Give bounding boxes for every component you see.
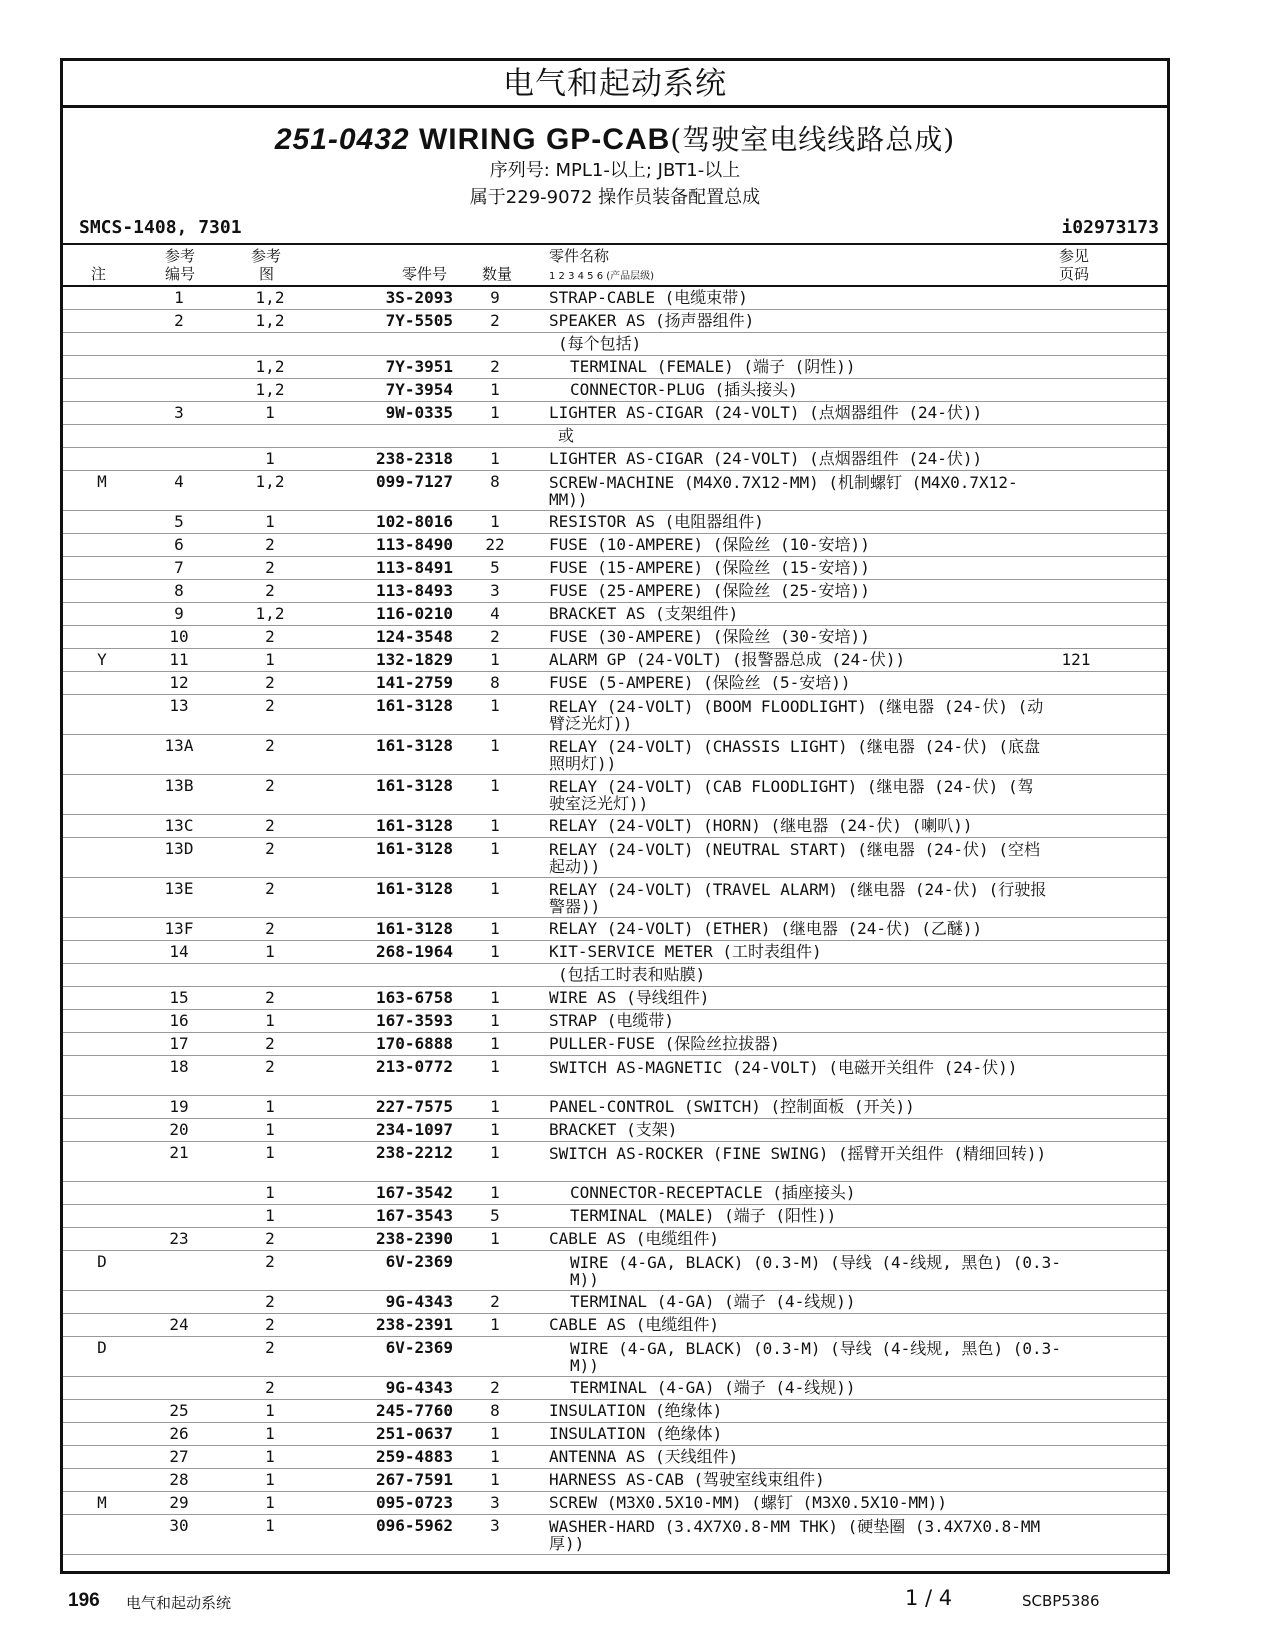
- row-quantity: 2: [490, 357, 500, 376]
- row-figure: 1: [265, 512, 275, 531]
- header-name: 零件名称: [549, 247, 610, 265]
- table-row: [63, 1291, 1167, 1314]
- row-part-number: 167-3543: [375, 1206, 453, 1225]
- row-figure: 2: [265, 1057, 275, 1076]
- row-part-number: 170-6888: [375, 1034, 453, 1053]
- row-ref-number: 13B: [164, 776, 194, 795]
- row-quantity: 2: [490, 1292, 500, 1311]
- row-quantity: 1: [490, 650, 500, 669]
- row-part-number: 141-2759: [375, 673, 453, 692]
- row-part-name: SCREW (M3X0.5X10-MM) (螺钉 (M3X0.5X10-MM)): [549, 1493, 948, 1512]
- row-part-name: WASHER-HARD (3.4X7X0.8-MM THK) (硬垫圈 (3.4X7X0.8-MM 厚)): [549, 1517, 1041, 1553]
- row-note: M: [97, 472, 107, 491]
- header-levels: 1 2 3 4 5 6 (产品层级): [549, 271, 655, 282]
- row-part-number: 132-1829: [375, 650, 453, 669]
- row-figure: 2: [265, 736, 275, 755]
- table-row: [63, 1205, 1167, 1228]
- table-row: [63, 987, 1167, 1010]
- row-part-name: (每个包括): [558, 334, 642, 353]
- row-part-number: 238-2318: [375, 449, 453, 468]
- table-row: [63, 333, 1167, 356]
- row-figure: 1,2: [255, 357, 285, 376]
- row-part-number: 161-3128: [375, 839, 453, 858]
- row-figure: 1,2: [255, 472, 285, 491]
- row-part-number: 163-6758: [375, 988, 453, 1007]
- row-figure: 2: [265, 1292, 275, 1311]
- row-figure: 1: [265, 1206, 275, 1225]
- table-row: [63, 1377, 1167, 1400]
- row-quantity: 5: [490, 1206, 500, 1225]
- row-ref-number: 13C: [164, 816, 194, 835]
- row-part-number: 167-3542: [375, 1183, 453, 1202]
- table-row: [63, 878, 1167, 918]
- table-row: [63, 1400, 1167, 1423]
- table-row: [63, 511, 1167, 534]
- table-row: [63, 735, 1167, 775]
- row-quantity: 3: [490, 581, 500, 600]
- row-ref-number: 24: [169, 1315, 189, 1334]
- row-quantity: 1: [490, 449, 500, 468]
- row-figure: 2: [265, 535, 275, 554]
- table-row: [63, 1515, 1167, 1555]
- row-part-name: LIGHTER AS-CIGAR (24-VOLT) (点烟器组件 (24-伏)): [549, 449, 983, 468]
- table-row: [63, 425, 1167, 448]
- row-part-name: RELAY (24-VOLT) (ETHER) (继电器 (24-伏) (乙醚)): [549, 919, 983, 938]
- row-part-number: 113-8490: [375, 535, 453, 554]
- row-figure: 2: [265, 627, 275, 646]
- row-part-name: SPEAKER AS (扬声器组件): [549, 311, 755, 330]
- row-part-name: ALARM GP (24-VOLT) (报警器总成 (24-伏)): [549, 650, 906, 669]
- header-ref-bottom: 编号: [165, 265, 196, 283]
- row-figure: 2: [265, 816, 275, 835]
- row-figure: 1: [265, 1143, 275, 1162]
- row-figure: 1: [265, 1493, 275, 1512]
- title-name-cn: (驾驶室电线线路总成): [670, 123, 956, 156]
- row-figure: 2: [265, 1229, 275, 1248]
- row-part-name: RELAY (24-VOLT) (TRAVEL ALARM) (继电器 (24-伏) (行驶报警器)): [549, 880, 1047, 916]
- row-part-name: WIRE AS (导线组件): [549, 988, 710, 1007]
- row-quantity: 1: [490, 816, 500, 835]
- row-part-number: 113-8491: [375, 558, 453, 577]
- row-part-number: 234-1097: [375, 1120, 453, 1139]
- row-part-name: PULLER-FUSE (保险丝拉拔器): [549, 1034, 780, 1053]
- row-figure: 2: [265, 1034, 275, 1053]
- table-row: [63, 287, 1167, 310]
- belongs-line: 属于229-9072 操作员装备配置总成: [469, 187, 761, 208]
- row-part-number: 213-0772: [375, 1057, 453, 1076]
- row-part-name: FUSE (30-AMPERE) (保险丝 (30-安培)): [549, 627, 870, 646]
- table-row: [63, 402, 1167, 425]
- row-figure: 1: [265, 1516, 275, 1535]
- row-part-number: 9G-4343: [385, 1378, 453, 1397]
- row-quantity: 1: [490, 1143, 500, 1162]
- footer-page-number: 196: [68, 1590, 100, 1611]
- row-quantity: 1: [490, 776, 500, 795]
- section-banner: 电气和起动系统: [63, 61, 1167, 108]
- table-row: [63, 775, 1167, 815]
- row-part-name: TERMINAL (4-GA) (端子 (4-线规)): [570, 1292, 856, 1311]
- row-part-name: TERMINAL (FEMALE) (端子 (阴性)): [570, 357, 856, 376]
- table-row: [63, 534, 1167, 557]
- row-part-number: 161-3128: [375, 879, 453, 898]
- title-name-en: WIRING GP-CAB: [418, 123, 671, 156]
- row-quantity: 1: [490, 403, 500, 422]
- row-part-number: 113-8493: [375, 581, 453, 600]
- row-part-name: PANEL-CONTROL (SWITCH) (控制面板 (开关)): [549, 1097, 915, 1116]
- row-quantity: 1: [490, 879, 500, 898]
- row-ref-number: 9: [174, 604, 184, 623]
- row-ref-number: 17: [169, 1034, 189, 1053]
- row-quantity: 1: [490, 1229, 500, 1248]
- row-quantity: 2: [490, 311, 500, 330]
- table-row: [63, 580, 1167, 603]
- parts-table: [63, 287, 1167, 1555]
- footer-section: 电气和起动系统: [126, 1594, 232, 1612]
- table-row: [63, 448, 1167, 471]
- row-figure: 2: [265, 1338, 275, 1357]
- row-figure: 2: [265, 1315, 275, 1334]
- row-figure: 2: [265, 1378, 275, 1397]
- row-part-name: SCREW-MACHINE (M4X0.7X12-MM) (机制螺钉 (M4X0.7X12-MM)): [549, 473, 1018, 509]
- row-part-number: 7Y-3951: [385, 357, 453, 376]
- row-figure: 1: [265, 1120, 275, 1139]
- row-quantity: 5: [490, 558, 500, 577]
- row-figure: 2: [265, 919, 275, 938]
- row-part-name: RELAY (24-VOLT) (NEUTRAL START) (继电器 (24-伏) (空档起动)): [549, 840, 1040, 876]
- row-quantity: 1: [490, 1034, 500, 1053]
- row-figure: 1: [265, 449, 275, 468]
- row-figure: 1: [265, 1447, 275, 1466]
- row-figure: 1: [265, 1470, 275, 1489]
- row-part-number: 6V-2369: [385, 1252, 453, 1271]
- table-row: [63, 918, 1167, 941]
- row-ref-number: 20: [169, 1120, 189, 1139]
- table-row: [63, 672, 1167, 695]
- table-row: [63, 1119, 1167, 1142]
- header-fig-top: 参考: [251, 247, 282, 265]
- row-figure: 1: [265, 1097, 275, 1116]
- row-part-name: STRAP-CABLE (电缆束带): [549, 288, 748, 307]
- footer-sheet: 1 / 4: [905, 1586, 953, 1610]
- row-ref-number: 23: [169, 1229, 189, 1248]
- table-row: [63, 1446, 1167, 1469]
- row-part-number: 7Y-5505: [385, 311, 453, 330]
- table-row: [63, 964, 1167, 987]
- row-figure: 1,2: [255, 380, 285, 399]
- row-ref-number: 13A: [164, 736, 194, 755]
- row-ref-number: 18: [169, 1057, 189, 1076]
- row-part-number: 102-8016: [375, 512, 453, 531]
- table-row: [63, 379, 1167, 402]
- table-header: [63, 245, 1167, 287]
- table-row: [63, 557, 1167, 580]
- row-ref-number: 27: [169, 1447, 189, 1466]
- row-part-number: 167-3593: [375, 1011, 453, 1030]
- row-figure: 1,2: [255, 288, 285, 307]
- table-row: [63, 1142, 1167, 1182]
- row-quantity: 8: [490, 1401, 500, 1420]
- row-part-name: BRACKET AS (支架组件): [549, 604, 739, 623]
- row-ref-number: 30: [169, 1516, 189, 1535]
- row-quantity: 22: [485, 535, 505, 554]
- row-part-name: KIT-SERVICE METER (工时表组件): [549, 942, 822, 961]
- row-ref-number: 4: [174, 472, 184, 491]
- row-ref-number: 28: [169, 1470, 189, 1489]
- row-ref-number: 7: [174, 558, 184, 577]
- row-ref-number: 3: [174, 403, 184, 422]
- row-quantity: 1: [490, 1470, 500, 1489]
- row-quantity: 1: [490, 1120, 500, 1139]
- row-part-number: 095-0723: [375, 1493, 453, 1512]
- row-quantity: 1: [490, 919, 500, 938]
- row-figure: 2: [265, 839, 275, 858]
- table-row: [63, 1492, 1167, 1515]
- row-quantity: 2: [490, 627, 500, 646]
- illustration-id: i02973173: [1061, 217, 1159, 238]
- row-part-name: RELAY (24-VOLT) (HORN) (继电器 (24-伏) (喇叭)): [549, 816, 973, 835]
- row-figure: 2: [265, 988, 275, 1007]
- row-part-number: 116-0210: [375, 604, 453, 623]
- row-quantity: 1: [490, 942, 500, 961]
- row-part-name: CABLE AS (电缆组件): [549, 1229, 719, 1248]
- row-quantity: 1: [490, 380, 500, 399]
- row-part-number: 099-7127: [375, 472, 453, 491]
- row-part-name: RELAY (24-VOLT) (BOOM FLOODLIGHT) (继电器 (24-伏) (动臂泛光灯)): [549, 697, 1044, 733]
- row-ref-number: 12: [169, 673, 189, 692]
- table-row: [63, 1033, 1167, 1056]
- row-part-number: 268-1964: [375, 942, 453, 961]
- row-part-name: WIRE (4-GA, BLACK) (0.3-M) (导线 (4-线规, 黑色) (0.3-M)): [570, 1339, 1061, 1375]
- row-quantity: 9: [490, 288, 500, 307]
- row-figure: 1: [265, 1424, 275, 1443]
- row-part-number: 6V-2369: [385, 1338, 453, 1357]
- row-quantity: 1: [490, 1315, 500, 1334]
- table-row: [63, 1337, 1167, 1377]
- table-row: [63, 1182, 1167, 1205]
- row-quantity: 1: [490, 1097, 500, 1116]
- row-part-name: 或: [558, 426, 575, 445]
- row-quantity: 1: [490, 696, 500, 715]
- row-ref-number: 6: [174, 535, 184, 554]
- page-frame: [60, 58, 1170, 1574]
- row-part-name: RELAY (24-VOLT) (CAB FLOODLIGHT) (继电器 (24-伏) (驾驶室泛光灯)): [549, 777, 1034, 813]
- row-part-name: SWITCH AS-ROCKER (FINE SWING) (摇臂开关组件 (精细回转)): [549, 1144, 1047, 1163]
- header-ref-top: 参考: [165, 247, 196, 265]
- row-part-name: TERMINAL (MALE) (端子 (阳性)): [570, 1206, 837, 1225]
- row-part-number: 161-3128: [375, 696, 453, 715]
- row-ref-number: 13D: [164, 839, 194, 858]
- row-see-page: 121: [1061, 650, 1091, 669]
- row-part-name: FUSE (5-AMPERE) (保险丝 (5-安培)): [549, 673, 851, 692]
- table-row: [63, 603, 1167, 626]
- row-ref-number: 5: [174, 512, 184, 531]
- row-part-name: CONNECTOR-PLUG (插头接头): [570, 380, 798, 399]
- table-row: [63, 1469, 1167, 1492]
- row-part-number: 238-2212: [375, 1143, 453, 1162]
- row-ref-number: 13: [169, 696, 189, 715]
- row-ref-number: 29: [169, 1493, 189, 1512]
- row-ref-number: 13F: [164, 919, 194, 938]
- row-figure: 1: [265, 1011, 275, 1030]
- row-figure: 2: [265, 879, 275, 898]
- row-part-number: 161-3128: [375, 736, 453, 755]
- row-part-name: SWITCH AS-MAGNETIC (24-VOLT) (电磁开关组件 (24-伏)): [549, 1058, 1018, 1077]
- row-figure: 1: [265, 1401, 275, 1420]
- row-part-number: 124-3548: [375, 627, 453, 646]
- row-part-name: LIGHTER AS-CIGAR (24-VOLT) (点烟器组件 (24-伏)): [549, 403, 983, 422]
- row-part-name: TERMINAL (4-GA) (端子 (4-线规)): [570, 1378, 856, 1397]
- row-part-number: 9G-4343: [385, 1292, 453, 1311]
- row-quantity: 1: [490, 1447, 500, 1466]
- table-row: [63, 310, 1167, 333]
- row-figure: 1: [265, 942, 275, 961]
- row-part-number: 259-4883: [375, 1447, 453, 1466]
- row-part-number: 096-5962: [375, 1516, 453, 1535]
- row-ref-number: 15: [169, 988, 189, 1007]
- row-part-number: 267-7591: [375, 1470, 453, 1489]
- row-ref-number: 14: [169, 942, 189, 961]
- row-part-name: WIRE (4-GA, BLACK) (0.3-M) (导线 (4-线规, 黑色) (0.3-M)): [570, 1253, 1061, 1289]
- row-part-number: 251-0637: [375, 1424, 453, 1443]
- row-quantity: 1: [490, 839, 500, 858]
- header-note: 注: [91, 265, 107, 283]
- row-ref-number: 10: [169, 627, 189, 646]
- serial-line: 序列号: MPL1-以上; JBT1-以上: [489, 160, 741, 181]
- page-title: [63, 123, 1167, 157]
- row-part-number: 227-7575: [375, 1097, 453, 1116]
- row-part-number: 7Y-3954: [385, 380, 453, 399]
- row-figure: 1,2: [255, 311, 285, 330]
- header-qty: 数量: [482, 265, 513, 283]
- table-row: [63, 1251, 1167, 1291]
- row-note: M: [97, 1493, 107, 1512]
- row-quantity: 1: [490, 1011, 500, 1030]
- row-note: D: [97, 1252, 107, 1271]
- row-ref-number: 26: [169, 1424, 189, 1443]
- header-page-bottom: 页码: [1059, 265, 1090, 283]
- table-row: [63, 695, 1167, 735]
- row-part-number: 238-2390: [375, 1229, 453, 1248]
- row-note: Y: [97, 650, 107, 669]
- row-part-name: STRAP (电缆带): [549, 1011, 675, 1030]
- table-row: [63, 941, 1167, 964]
- row-ref-number: 13E: [164, 879, 194, 898]
- row-ref-number: 21: [169, 1143, 189, 1162]
- row-part-name: RELAY (24-VOLT) (CHASSIS LIGHT) (继电器 (24-伏) (底盘照明灯)): [549, 737, 1040, 773]
- row-quantity: 2: [490, 1378, 500, 1397]
- row-figure: 2: [265, 776, 275, 795]
- row-quantity: 8: [490, 673, 500, 692]
- row-figure: 1,2: [255, 604, 285, 623]
- row-figure: 1: [265, 650, 275, 669]
- row-part-number: 238-2391: [375, 1315, 453, 1334]
- row-figure: 2: [265, 558, 275, 577]
- smcs-code: SMCS-1408, 7301: [79, 217, 242, 238]
- row-ref-number: 8: [174, 581, 184, 600]
- row-figure: 1: [265, 403, 275, 422]
- table-row: [63, 649, 1167, 672]
- row-part-name: CABLE AS (电缆组件): [549, 1315, 719, 1334]
- row-quantity: 1: [490, 988, 500, 1007]
- row-part-number: 161-3128: [375, 776, 453, 795]
- row-quantity: 1: [490, 1057, 500, 1076]
- row-part-name: HARNESS AS-CAB (驾驶室线束组件): [549, 1470, 825, 1489]
- title-block: [63, 123, 1167, 211]
- table-row: [63, 1056, 1167, 1096]
- row-figure: 2: [265, 696, 275, 715]
- row-figure: 2: [265, 1252, 275, 1271]
- table-row: [63, 815, 1167, 838]
- row-part-name: FUSE (10-AMPERE) (保险丝 (10-安培)): [549, 535, 870, 554]
- row-part-name: ANTENNA AS (天线组件): [549, 1447, 739, 1466]
- row-note: D: [97, 1338, 107, 1357]
- table-row: [63, 838, 1167, 878]
- row-part-number: 161-3128: [375, 816, 453, 835]
- header-part: 零件号: [402, 265, 448, 283]
- row-part-name: (包括工时表和贴膜): [558, 965, 706, 984]
- row-part-number: 3S-2093: [385, 288, 453, 307]
- row-ref-number: 19: [169, 1097, 189, 1116]
- row-part-name: INSULATION (绝缘体): [549, 1424, 723, 1443]
- row-figure: 2: [265, 581, 275, 600]
- footer-doc-code: SCBP5386: [1022, 1592, 1100, 1610]
- row-part-name: BRACKET (支架): [549, 1120, 678, 1139]
- row-quantity: 8: [490, 472, 500, 491]
- table-row: [63, 1010, 1167, 1033]
- row-part-name: INSULATION (绝缘体): [549, 1401, 723, 1420]
- row-part-number: 9W-0335: [385, 403, 453, 422]
- title-part-number: 251-0432: [274, 123, 410, 156]
- table-row: [63, 356, 1167, 379]
- row-part-number: 161-3128: [375, 919, 453, 938]
- row-quantity: 1: [490, 1183, 500, 1202]
- row-ref-number: 25: [169, 1401, 189, 1420]
- table-row: [63, 1228, 1167, 1251]
- table-row: [63, 1314, 1167, 1337]
- header-fig-bottom: 图: [259, 265, 275, 283]
- row-figure: 2: [265, 673, 275, 692]
- row-part-name: FUSE (25-AMPERE) (保险丝 (25-安培)): [549, 581, 870, 600]
- row-ref-number: 11: [169, 650, 189, 669]
- table-row: [63, 626, 1167, 649]
- table-row: [63, 471, 1167, 511]
- row-quantity: 3: [490, 1516, 500, 1535]
- header-page-top: 参见: [1059, 247, 1090, 265]
- row-part-name: FUSE (15-AMPERE) (保险丝 (15-安培)): [549, 558, 870, 577]
- table-row: [63, 1423, 1167, 1446]
- row-quantity: 1: [490, 512, 500, 531]
- row-part-number: 245-7760: [375, 1401, 453, 1420]
- table-row: [63, 1096, 1167, 1119]
- row-quantity: 1: [490, 1424, 500, 1443]
- row-part-name: RESISTOR AS (电阻器组件): [549, 512, 764, 531]
- row-ref-number: 1: [174, 288, 184, 307]
- row-ref-number: 2: [174, 311, 184, 330]
- row-figure: 1: [265, 1183, 275, 1202]
- row-quantity: 1: [490, 736, 500, 755]
- row-quantity: 3: [490, 1493, 500, 1512]
- row-quantity: 4: [490, 604, 500, 623]
- row-part-name: CONNECTOR-RECEPTACLE (插座接头): [570, 1183, 856, 1202]
- row-ref-number: 16: [169, 1011, 189, 1030]
